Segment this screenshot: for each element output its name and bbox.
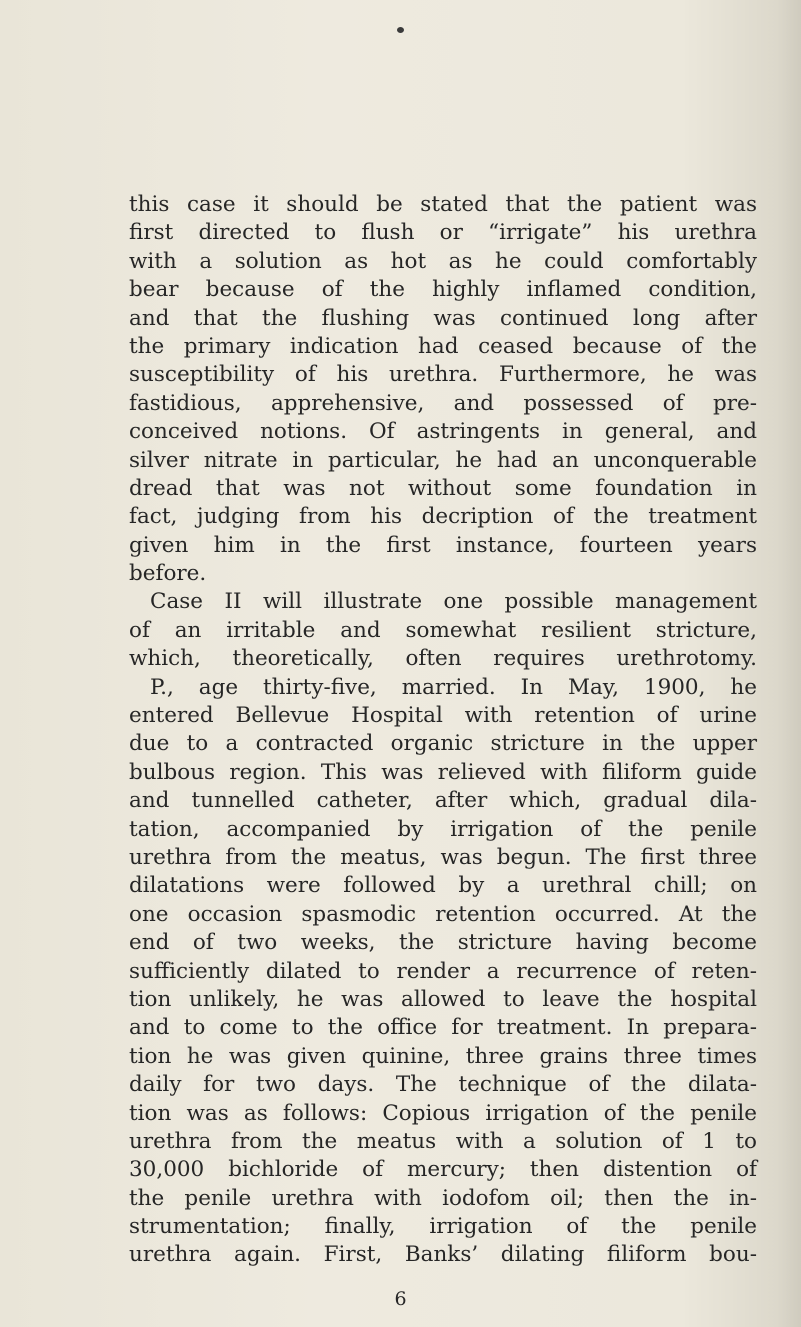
text-line: one occasion spasmodic retention occurred. At the xyxy=(129,901,757,927)
text-line: urethra again. First, Banks’ dilating filiform bou- xyxy=(129,1242,757,1268)
text-line: strumentation; finally, irrigation of the penile xyxy=(129,1214,757,1240)
text-line: with a solution as hot as he could comfortably xyxy=(129,248,757,274)
text-line: tion was as follows: Copious irrigation of the penile xyxy=(129,1100,757,1126)
text-line: entered Bellevue Hospital with retention of urine xyxy=(129,703,757,729)
text-line: susceptibility of his urethra. Furthermore, he was xyxy=(129,362,757,388)
text-line: bear because of the highly inflamed condition, xyxy=(129,277,757,303)
text-line: the primary indication had ceased because of the xyxy=(129,333,757,359)
text-line: dilatations were followed by a urethral chill; on xyxy=(129,873,757,899)
text-line: and to come to the office for treatment. In prepara- xyxy=(129,1015,757,1041)
text-line: of an irritable and somewhat resilient stricture, xyxy=(129,617,757,643)
text-line: bulbous region. This was relieved with filiform guide xyxy=(129,759,757,785)
text-line: given him in the first instance, fourteen years xyxy=(129,532,757,558)
text-line: first directed to flush or “irrigate” his urethra xyxy=(129,220,757,246)
text-line: 30,000 bichloride of mercury; then distention of xyxy=(129,1157,757,1183)
text-line: silver nitrate in particular, he had an unconquerable xyxy=(129,447,757,473)
text-line: urethra from the meatus with a solution of 1 to xyxy=(129,1128,757,1154)
text-line: and that the flushing was continued long after xyxy=(129,305,757,331)
text-line: the penile urethra with iodofom oil; then the in- xyxy=(129,1185,757,1211)
ink-dot-mark xyxy=(397,27,404,33)
text-line: P., age thirty-five, married. In May, 1900, he xyxy=(150,674,757,700)
text-line: dread that was not without some foundation in xyxy=(129,475,757,501)
text-line: which, theoretically, often requires urethrotomy. xyxy=(129,646,757,672)
text-line: conceived notions. Of astringents in general, and xyxy=(129,419,757,445)
text-line: tion unlikely, he was allowed to leave the hospital xyxy=(129,986,757,1012)
text-line: urethra from the meatus, was begun. The first three xyxy=(129,844,757,870)
text-line: tation, accompanied by irrigation of the penile xyxy=(129,816,757,842)
text-line: Case II will illustrate one possible management xyxy=(150,589,757,615)
body-text xyxy=(129,191,757,1270)
text-line: this case it should be stated that the patient was xyxy=(129,192,757,217)
page-number: 6 xyxy=(394,1288,407,1310)
text-line: tion he was given quinine, three grains three times xyxy=(129,1043,757,1069)
text-line: and tunnelled catheter, after which, gradual dila- xyxy=(129,788,757,814)
text-line: before. xyxy=(129,561,207,587)
text-line: fact, judging from his decription of the treatment xyxy=(129,504,757,530)
text-line: daily for two days. The technique of the dilata- xyxy=(129,1072,757,1098)
text-line: end of two weeks, the stricture having become xyxy=(129,930,757,956)
text-line: fastidious, apprehensive, and possessed of pre- xyxy=(129,390,757,416)
text-line: sufficiently dilated to render a recurrence of reten- xyxy=(129,958,757,984)
text-line: due to a contracted organic stricture in the upper xyxy=(129,731,757,757)
